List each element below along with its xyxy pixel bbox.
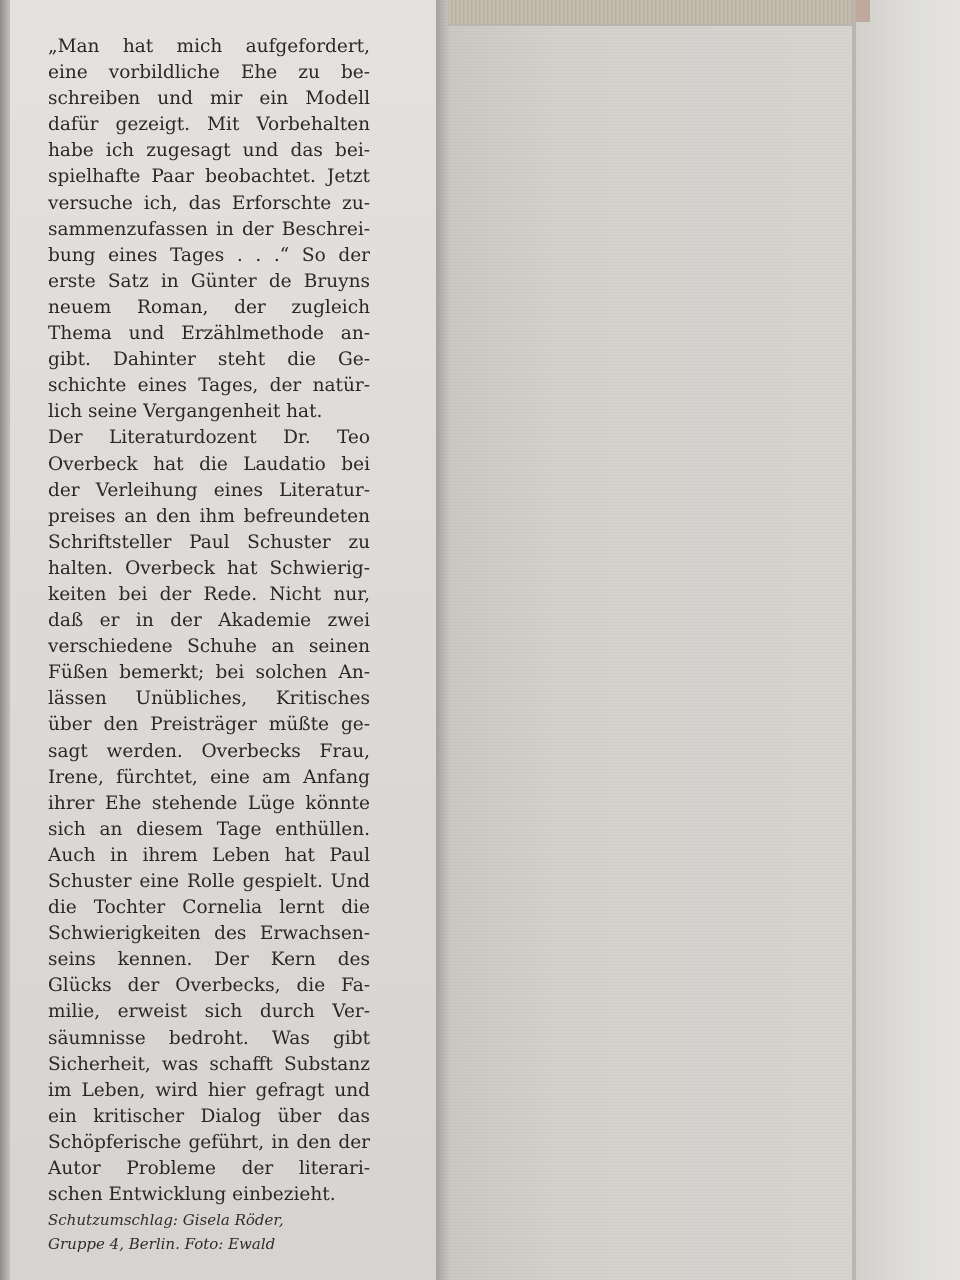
blurb-line: Overbeck hat die Laudatio bei [48, 453, 370, 475]
blurb-line: verschiedene Schuhe an seinen [48, 636, 370, 658]
blurb-line: Irene, fürchtet, eine am Anfang [48, 766, 370, 788]
blurb-line: erste Satz in Günter de Bruyns [48, 270, 370, 292]
blurb-line: Autor Probleme der literari- [48, 1158, 370, 1180]
blurb-line: gibt. Dahinter steht die Ge- [48, 349, 370, 371]
blurb-line: Thema und Erzählmethode an- [48, 323, 370, 345]
book-board [436, 0, 854, 1280]
blurb-line: über den Preisträger müßte ge- [48, 714, 370, 736]
blurb-line: ihrer Ehe stehende Lüge könnte [48, 792, 370, 814]
blurb-line: säumnisse bedroht. Was gibt [48, 1027, 370, 1049]
cover-credit [48, 1208, 378, 1256]
blurb-line: eine vorbildliche Ehe zu be- [48, 62, 370, 84]
blurb-line: spielhafte Paar beobachtet. Jetzt [48, 166, 370, 188]
credit-line: Schutzumschlag: Gisela Röder, [48, 1211, 284, 1229]
blurb-line: keiten bei der Rede. Nicht nur, [48, 583, 370, 605]
blurb-line: habe ich zugesagt und das bei- [48, 140, 370, 162]
blurb-line: daß er in der Akademie zwei [48, 610, 370, 632]
blurb-line: Schriftsteller Paul Schuster zu [48, 531, 370, 553]
flap-shadow [436, 0, 450, 1280]
blurb-line: versuche ich, das Erforschte zu- [48, 192, 370, 214]
page-edge-left [0, 0, 10, 1280]
binding-headband [448, 0, 852, 24]
blurb-line: schreiben und mir ein Modell [48, 88, 370, 110]
blurb-line: Schuster eine Rolle gespielt. Und [48, 871, 370, 892]
blurb-line: Füßen bemerkt; bei solchen An- [48, 662, 370, 684]
page-right-corner [856, 0, 870, 22]
blurb-line: der Verleihung eines Literatur- [48, 479, 370, 501]
blurb-line: Sicherheit, was schafft Substanz [48, 1053, 370, 1075]
blurb-text [48, 34, 370, 1208]
blurb-line: seins kennen. Der Kern des [48, 949, 370, 971]
blurb-line: ein kritischer Dialog über das [48, 1105, 370, 1127]
blurb-line: schichte eines Tages, der natür- [48, 375, 370, 397]
blurb-line: lässen Unübliches, Kritisches [48, 688, 370, 710]
blurb-line: Schöpferische geführt, in den der [48, 1131, 370, 1153]
blurb-line: neuem Roman, der zugleich [48, 296, 370, 318]
credit-line: Gruppe 4, Berlin. Foto: Ewald [48, 1235, 276, 1253]
blurb-line: lich seine Vergangenheit hat. [48, 401, 323, 423]
blurb-line: die Tochter Cornelia lernt die [48, 897, 370, 919]
blurb-line: Glücks der Overbecks, die Fa- [48, 975, 370, 997]
blurb-line: sammenzufassen in der Beschrei- [48, 218, 370, 240]
blurb-line: Der Literaturdozent Dr. Teo [48, 427, 370, 449]
page-right [856, 0, 960, 1280]
blurb-line: Schwierigkeiten des Erwachsen- [48, 923, 370, 945]
binding-edge [448, 24, 852, 26]
blurb-line: sich an diesem Tage enthüllen. [48, 818, 370, 840]
blurb-line: Auch in ihrem Leben hat Paul [48, 844, 370, 866]
blurb-line: bung eines Tages . . .“ So der [48, 244, 370, 266]
blurb-line: halten. Overbeck hat Schwierig- [48, 557, 370, 579]
blurb-line: dafür gezeigt. Mit Vorbehalten [48, 114, 370, 136]
blurb-line: schen Entwicklung einbezieht. [48, 1184, 336, 1206]
jacket-flap [10, 0, 436, 1280]
blurb-line: sagt werden. Overbecks Frau, [48, 740, 370, 762]
blurb-line: milie, erweist sich durch Ver- [48, 1001, 370, 1023]
blurb-line: im Leben, wird hier gefragt und [48, 1079, 370, 1101]
blurb-line: preises an den ihm befreundeten [48, 505, 370, 527]
blurb-line: „Man hat mich aufgefordert, [48, 36, 370, 57]
